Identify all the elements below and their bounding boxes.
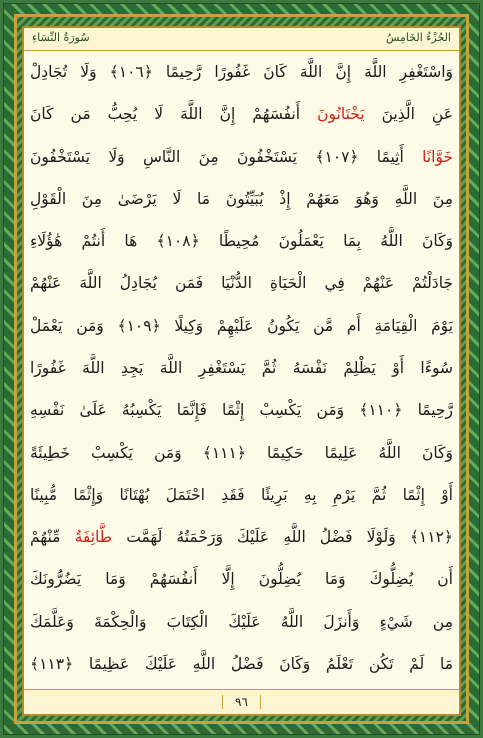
verse-text: يَوْمَ الْقِيَامَةِ أَم مَّن يَكُونُ عَلَيْهِمْ وَكِيلًا ﴿١٠٩﴾ وَمَن يَعْمَلْ (30, 316, 453, 335)
verse-text: أَنفُسَهُمْ إِنَّ اللَّهَ لَا يُحِبُّ مَن كَانَ (30, 105, 318, 124)
verse-text: جَادَلْتُمْ عَنْهُمْ فِي الْحَيَاةِ الدُّنْيَا فَمَن يُجَادِلُ اللَّهَ عَنْهُمْ (30, 274, 453, 293)
verse-text: أَوْ إِثْمًا ثُمَّ يَرْمِ بِهِ بَرِيئًا فَقَدِ احْتَمَلَ بُهْتَانًا وَإِثْمًا مُّبِينًا (30, 485, 453, 504)
verse-text: مَا لَمْ تَكُن تَعْلَمُ وَكَانَ فَضْلُ اللَّهِ عَلَيْكَ عَظِيمًا ﴿١١٣﴾ (30, 654, 453, 673)
verse-text: أَثِيمًا ﴿١٠٧﴾ يَسْتَخْفُونَ مِنَ النَّاسِ وَلَا يَسْتَخْفُونَ (30, 147, 423, 166)
page-header (24, 28, 459, 51)
verse-line (30, 475, 453, 515)
page-number: ٩٦ (222, 695, 261, 709)
verse-line (30, 390, 453, 430)
verse-line (30, 179, 453, 219)
page-footer (24, 689, 459, 714)
verse-line (30, 221, 453, 261)
verse-line (30, 306, 453, 346)
highlighted-word: طَّائِفَةٌ (74, 528, 113, 547)
verse-text: وَاسْتَغْفِرِ اللَّهَ إِنَّ اللَّهَ كَانَ غَفُورًا رَّحِيمًا ﴿١٠٦﴾ وَلَا تُجَادِلْ (30, 63, 453, 81)
verse-line (30, 602, 453, 642)
verse-text: عَنِ الَّذِينَ (364, 105, 453, 124)
verse-line (30, 559, 453, 599)
verse-line (30, 263, 453, 303)
page-text-area (22, 26, 461, 716)
verse-line (30, 52, 453, 92)
surah-name-label: سُورَةُ النِّسَاءِ (32, 31, 90, 44)
verse-text: وَكَانَ اللَّهُ عَلِيمًا حَكِيمًا ﴿١١١﴾ وَمَن يَكْسِبْ خَطِيئَةً (30, 443, 453, 462)
highlighted-word: خَوَّانًا (422, 147, 453, 166)
juz-name-label: الجُزْءُ الخَامِسُ (385, 31, 451, 44)
highlighted-word: يَخْتَانُونَ (317, 105, 365, 124)
verse-line (30, 433, 453, 473)
verse-line (30, 348, 453, 388)
verse-text: أَن يُضِلُّوكَ وَمَا يُضِلُّونَ إِلَّا أَنفُسَهُمْ وَمَا يَضُرُّونَكَ (30, 570, 453, 589)
verse-text: وَكَانَ اللَّهُ بِمَا يَعْمَلُونَ مُحِيطًا ﴿١٠٨﴾ هَا أَنتُمْ هَٰؤُلَاءِ (30, 232, 453, 251)
verse-line (30, 94, 453, 134)
verse-text: مِن شَيْءٍ وَأَنزَلَ اللَّهُ عَلَيْكَ الْكِتَابَ وَالْحِكْمَةَ وَعَلَّمَكَ (30, 612, 453, 631)
verse-line (30, 137, 453, 177)
verse-text: سُوءًا أَوْ يَظْلِمْ نَفْسَهُ ثُمَّ يَسْتَغْفِرِ اللَّهَ يَجِدِ اللَّهَ غَفُورًا (30, 358, 453, 377)
verse-text: رَّحِيمًا ﴿١١٠﴾ وَمَن يَكْسِبْ إِثْمًا فَإِنَّمَا يَكْسِبُهُ عَلَىٰ نَفْسِهِ (30, 401, 453, 420)
verse-text: ﴿١١٢﴾ وَلَوْلَا فَضْلُ اللَّهِ عَلَيْكَ وَرَحْمَتُهُ لَهَمَّت (112, 528, 453, 547)
verse-line (30, 517, 453, 557)
verse-lines (30, 50, 453, 686)
verse-line (30, 644, 453, 684)
verse-text: مِّنْهُمْ (30, 528, 75, 547)
verse-text: مِنَ اللَّهِ وَهُوَ مَعَهُمْ إِذْ يُبَيِّتُونَ مَا لَا يَرْضَىٰ مِنَ الْقَوْلِ (30, 189, 453, 208)
